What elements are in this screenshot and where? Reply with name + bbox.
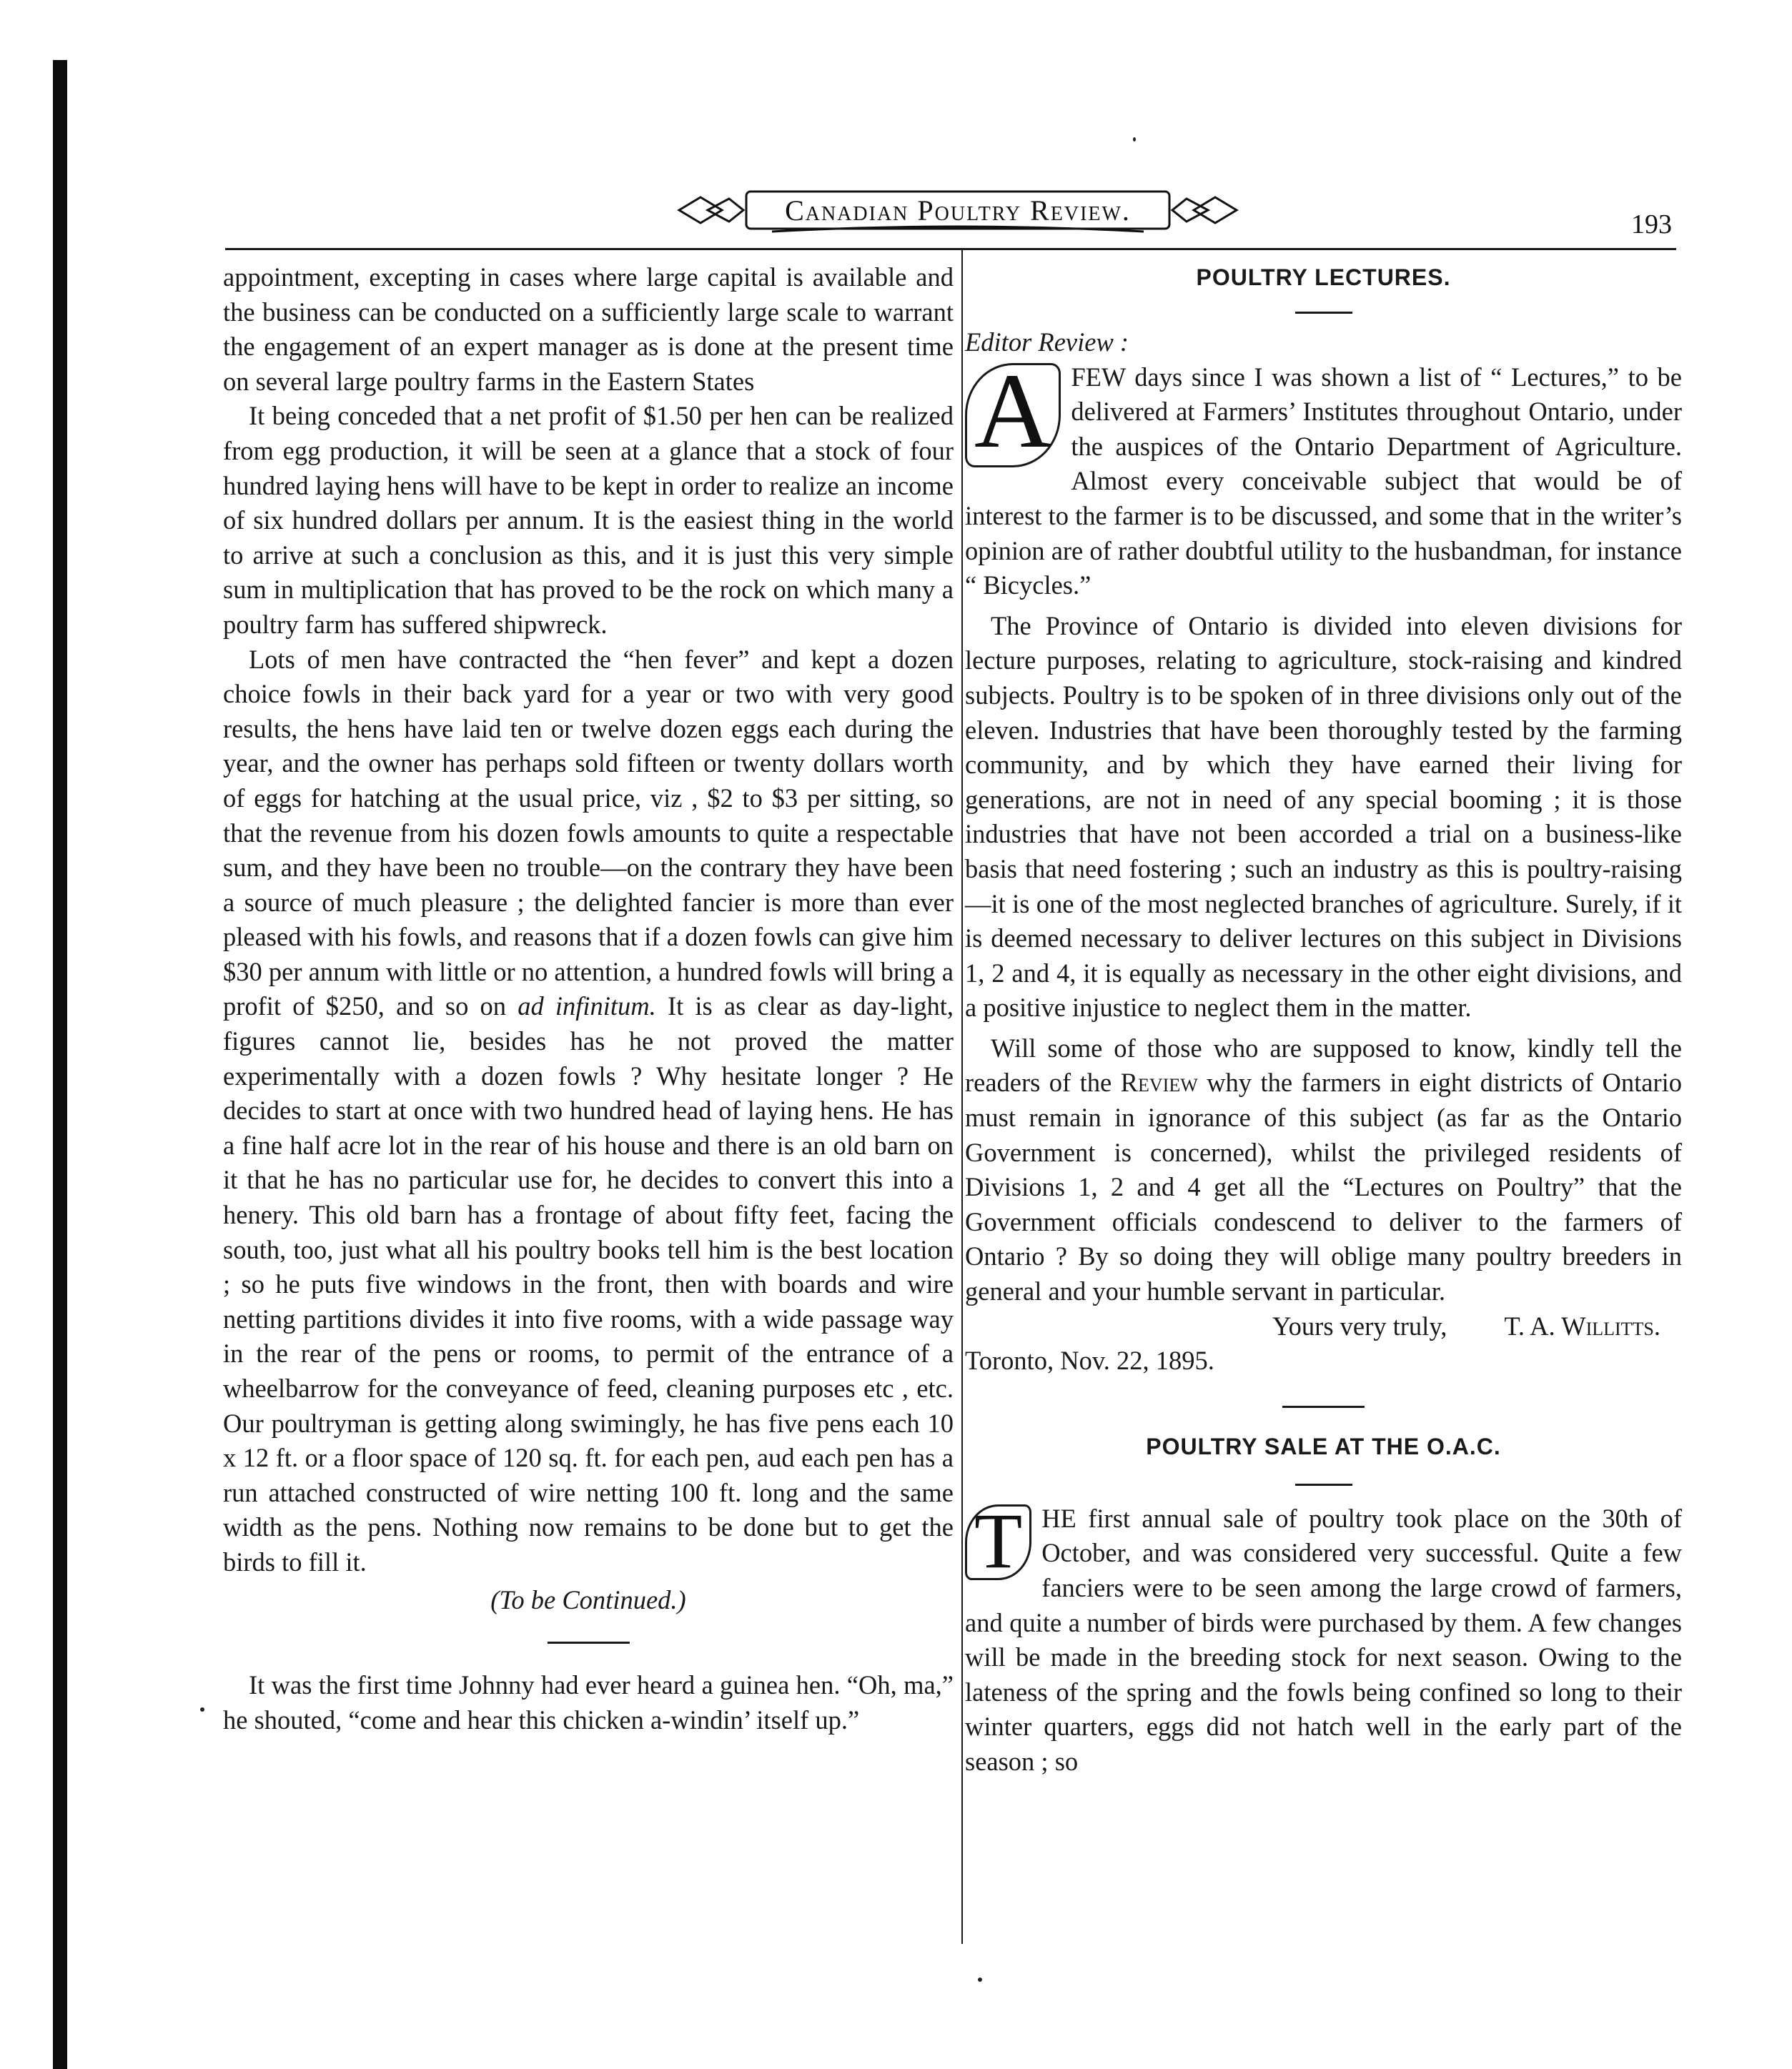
dropcap-t: T <box>965 1504 1031 1580</box>
sale-heading: POULTRY SALE AT THE O.A.C. <box>1146 1433 1501 1459</box>
lectures-paragraph-1-text: FEW days since I was shown a list of “ Lectures,” to be delivered at Farmers’ Institutes throughout Ontario, under the auspices of the Ontario Department of Agriculture. Almost every conceivable subject that would be of interest to the farmer is to be discussed, and some that in the writer’s opinion are of rather doubtful utility to the husbandman, for instance “ Bicycles.” <box>965 362 1682 600</box>
sale-paragraph-1 <box>965 1497 1682 1780</box>
lectures-paragraph-3-text: Will some of those who are supposed to know, kindly tell the readers of the <box>965 1033 1682 1098</box>
print-speck <box>978 1978 982 1982</box>
latin-phrase: ad infinitum. <box>518 991 656 1021</box>
right-column <box>965 260 1682 1780</box>
to-be-continued: (To be Continued.) <box>490 1584 686 1614</box>
heading-rule <box>1295 312 1352 314</box>
lectures-heading: POULTRY LECTURES. <box>1196 264 1451 290</box>
section-rule <box>1282 1406 1365 1408</box>
signature: T. A. Willitts. <box>1504 1311 1660 1341</box>
profit-paragraph: It being conceded that a net profit of $1.50 per hen can be realized from egg production, it will be seen at a glance that a stock of four hundred laying hens will have to be kept in order to realize an income of six hundred dollars per annum. It is the easiest thing in the world to arrive at such a conclusion as this, and it is just this very simple sum in multiplication that has proved to be the rock on which many a poultry farm has suffered shipwreck. <box>223 401 954 639</box>
hen-fever-text-continued: It is as clear as day-light, figures cannot lie, besides has he not proved the matter experimentally with a dozen fowls ? Why hesitate longer ? He decides to start at once with two hundred head of laying hens. He has a fine half acre lot in the rear of his house and there is an old barn on it that he has no particular use for, he decides to convert this into a henery. This old barn has a frontage of about fifty feet, facing the south, too, just what all his poultry books tell him is the best location ; so he puts five windows in the front, then with boards and wire netting partitions divides it into five rooms, with a wide passage way in the rear of the pens or rooms, to permit of the entrance of a wheelbarrow for the conveyance of feed, cleaning purposes etc , etc. Our poultryman is getting along swimingly, he has five pens each 10 x 12 ft. or a floor space of 120 sq. ft. for each pen, aud each pen has a run attached constructed of wire netting 100 ft. long and the same width as the pens. Nothing now remains to be done but to get the birds to fill it. <box>223 991 954 1577</box>
hen-fever-paragraph <box>223 642 954 1580</box>
continued-paragraph: appointment, excepting in cases where large capital is available and the business can be conducted on a sufficiently large scale to warrant the engagement of an expert manager as is done at the present time on several large poultry farms in the Eastern States <box>223 262 954 396</box>
closing: Yours very truly, <box>1272 1311 1447 1341</box>
dropcap-a: A <box>965 363 1061 467</box>
column-divider <box>961 250 963 1944</box>
anecdote-paragraph: It was the first time Johnny had ever heard a guinea hen. “Oh, ma,” he shouted, “come and hear this chicken a-windin’ itself up.” <box>223 1670 954 1735</box>
lectures-paragraph-3 <box>965 1031 1682 1309</box>
page-number: 193 <box>1631 209 1672 239</box>
section-rule <box>548 1642 630 1644</box>
lectures-paragraph-3-text-continued: why the farmers in eight districts of Ontario must remain in ignorance of this subject (as far as the Ontario Government is concerned), whilst the privileged residents of Divisions 1, 2 and 4 get all the “Lectures on Poultry” that the Government officials condescend to deliver to the farmers of Ontario ? By so doing they will oblige many poultry breeders in general and your humble servant in particular. <box>965 1068 1682 1306</box>
masthead <box>672 187 1244 233</box>
masthead-title: Canadian Poultry Review. <box>785 194 1131 227</box>
signature-block <box>965 1309 1682 1344</box>
dateline: Toronto, Nov. 22, 1895. <box>965 1346 1214 1376</box>
header-rule <box>225 248 1676 250</box>
sale-paragraph-1-text: HE first annual sale of poultry took place on the 30th of October, and was considered very successful. Quite a few fanciers were to be seen among the large crowd of farmers, and quite a number of birds were purchased by them. A few changes will be made in the breeding stock for next season. Owing to the lateness of the spring and the fowls being confined so long to their winter quarters, eggs did not hatch well in the early part of the season ; so <box>965 1503 1682 1776</box>
page-binding-edge <box>53 60 67 2069</box>
left-column <box>223 260 954 1737</box>
heading-rule <box>1295 1484 1352 1486</box>
hen-fever-text: Lots of men have contracted the “hen fever” and kept a dozen choice fowls in their back yard for a year or two with very good results, the hens have laid ten or twelve dozen eggs each during the year, and the owner has perhaps sold fifteen or twenty dollars worth of eggs for hatching at the usual price, viz , $2 to $3 per sitting, so that the revenue from his dozen fowls amounts to quite a respectable sum, and they have been no trouble—on the contrary they have been a source of much pleasure ; the delighted fancier is more than ever pleased with his fowls, and reasons that if a dozen fowls can give him $30 per annum with little or no attention, a hundred fowls will bring a profit of $250, and so on <box>223 644 954 1021</box>
lectures-paragraph-2: The Province of Ontario is divided into eleven divisions for lecture purposes, relating to agriculture, stock-raising and kindred subjects. Poultry is to be spoken of in three divisions only out of the eleven. Industries that have been thoroughly tested by the farming community, and by which they have earned their living for generations, are not in need of any special booming ; it is those industries that have not been accorded a trial on a business-like basis that need fostering ; such an industry as this is poultry-raising—it is one of the most neglected branches of agriculture. Surely, if it is deemed necessary to deliver lectures on this subject in Divisions 1, 2 and 4, it is equally as necessary in the other eight divisions, and a positive injustice to neglect them in the matter. <box>965 610 1682 1023</box>
editor-salutation: Editor Review : <box>965 327 1129 357</box>
print-speck <box>200 1707 204 1712</box>
print-speck <box>1133 137 1136 142</box>
lectures-paragraph-1 <box>965 351 1682 603</box>
review-name: Review <box>1120 1068 1198 1098</box>
